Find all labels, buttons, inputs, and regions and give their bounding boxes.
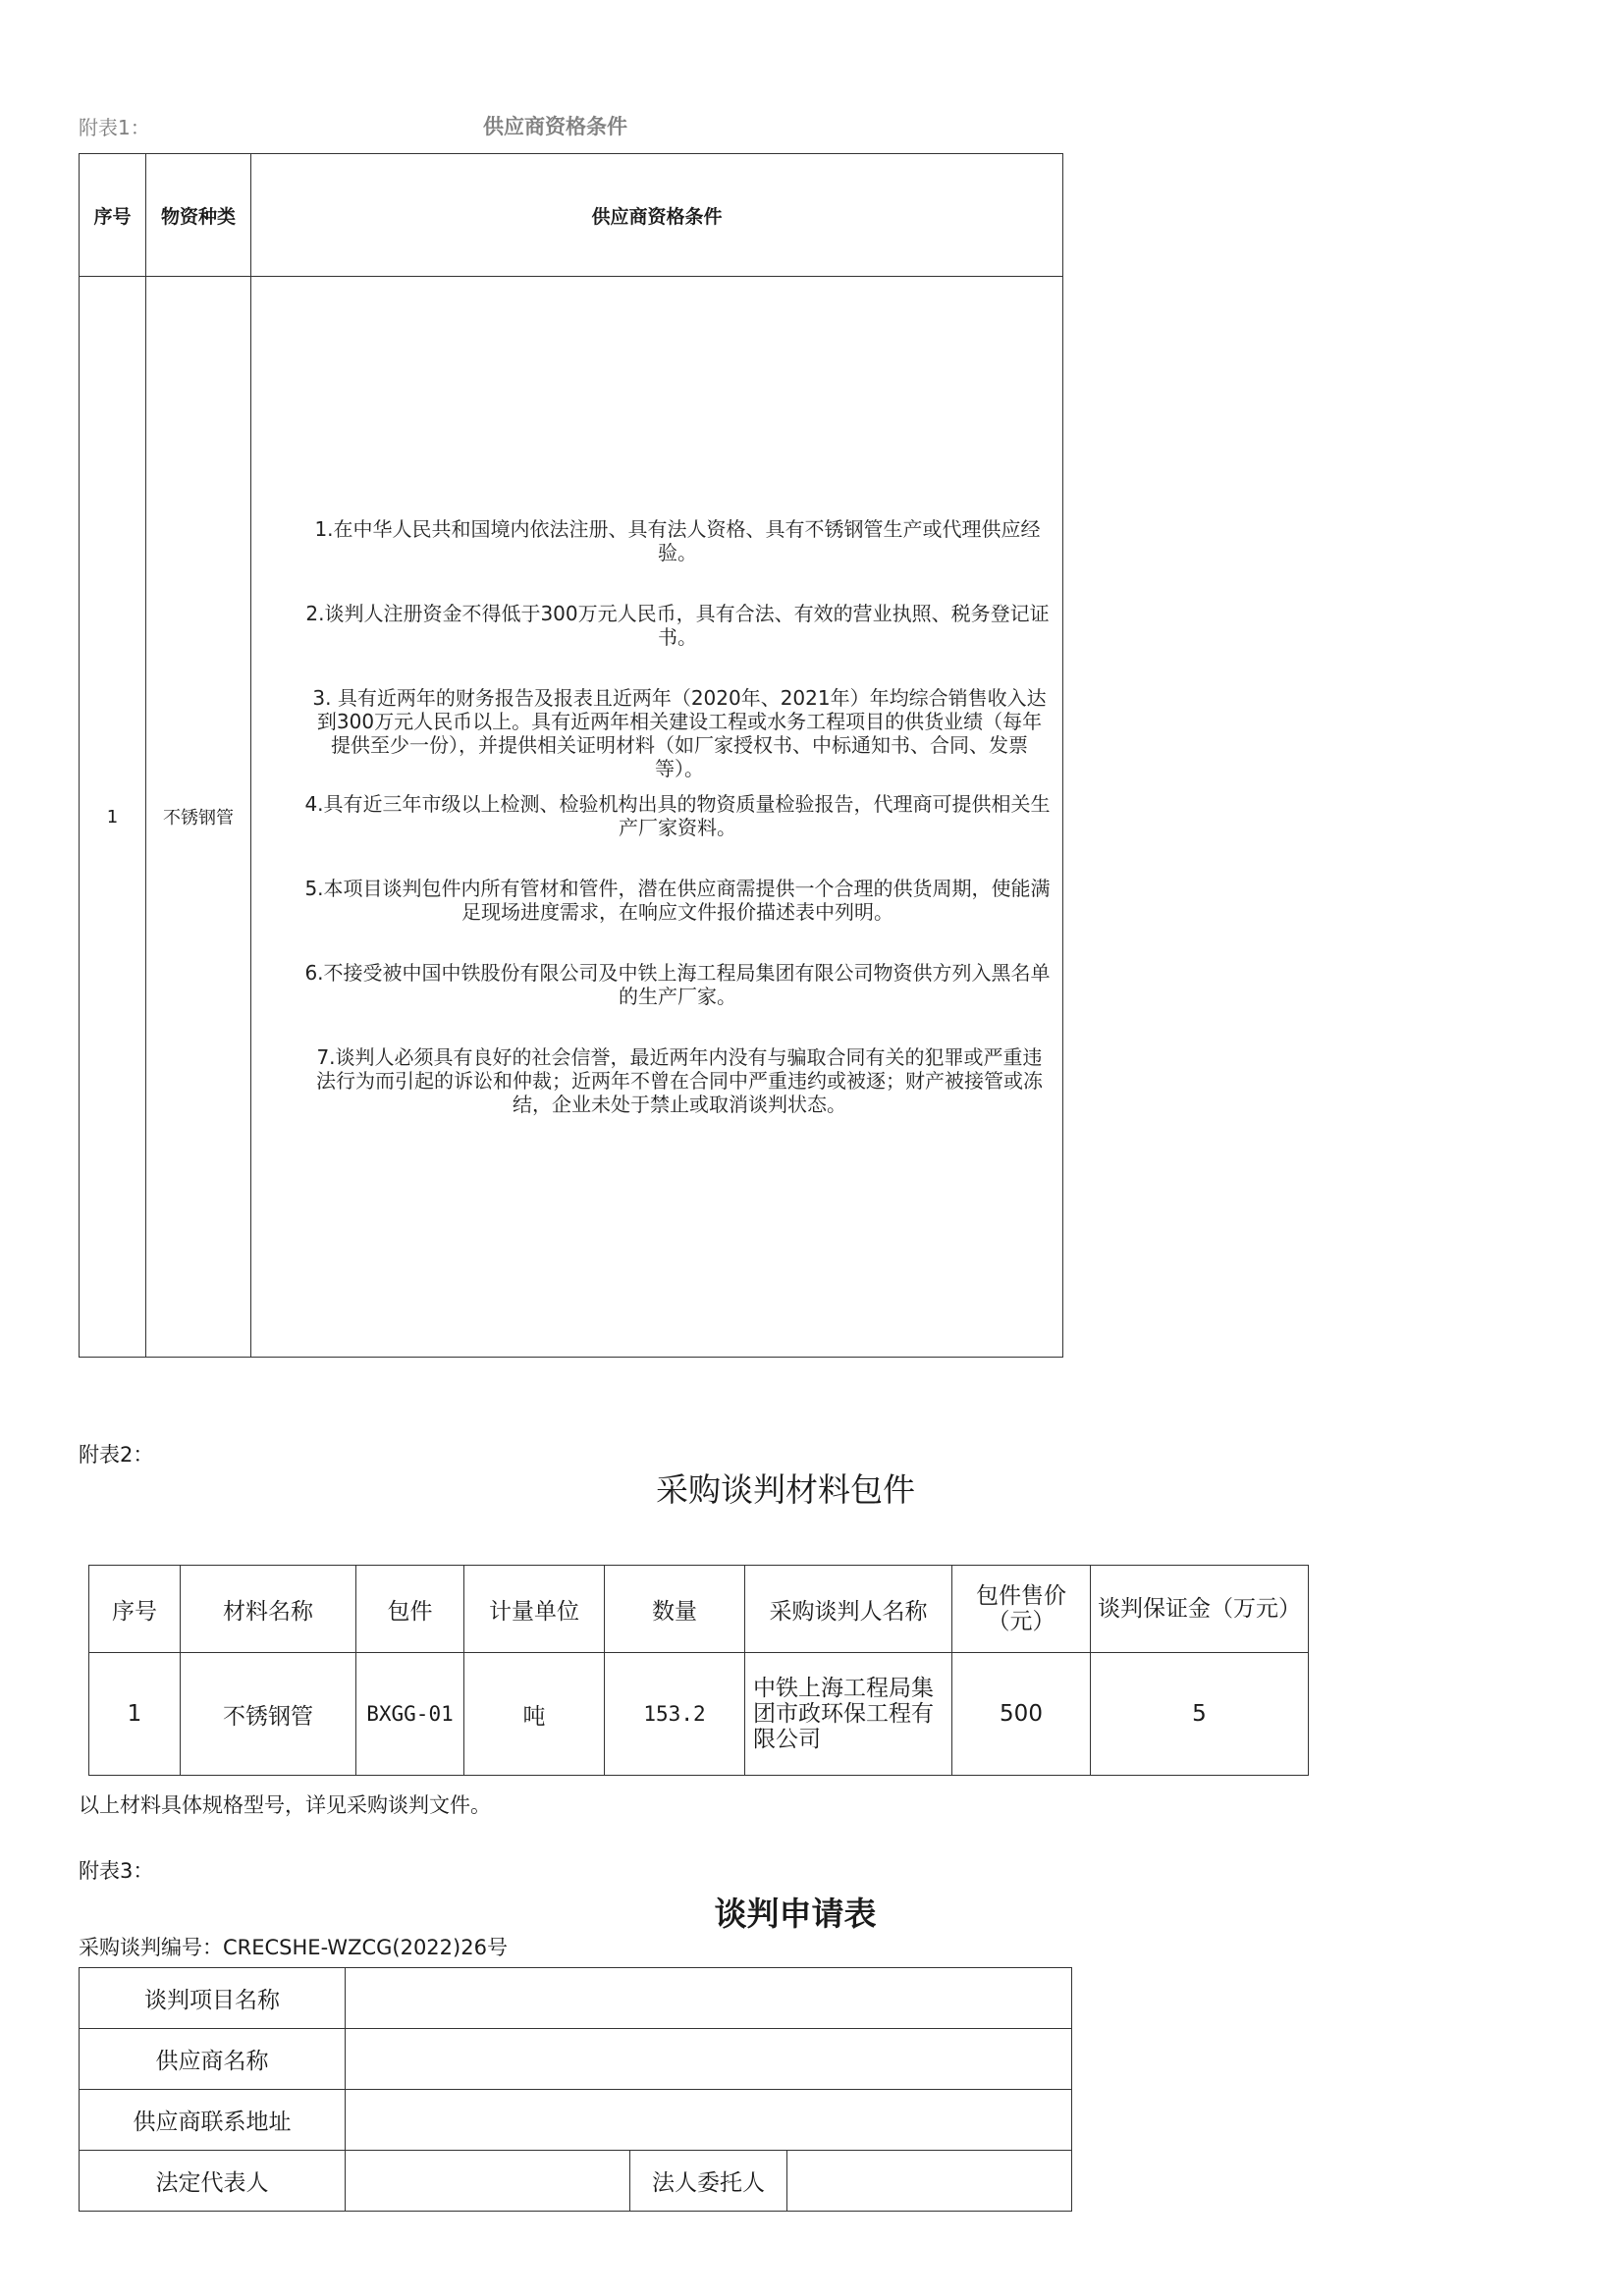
header-qualification: 供应商资格条件 [251,154,1063,277]
header-no: 序号 [80,154,146,277]
header-quantity: 数量 [605,1566,745,1653]
table-row [89,1653,1309,1776]
requirement-5: 5.本项目谈判包件内所有管材和管件，潜在供应商需提供一个合理的供货周期，使能满足现场进度需求，在响应文件报价描述表中列明。 [304,877,1051,924]
cell-deposit: 5 [1091,1653,1309,1776]
value-project-name[interactable] [346,1968,1072,2029]
label-legal-rep: 法定代表人 [80,2151,346,2212]
label-project-name: 谈判项目名称 [80,1968,346,2029]
form-row-project [80,1968,1072,2029]
value-authorized-agent[interactable] [787,2151,1072,2212]
attachment2-title: 采购谈判材料包件 [656,1470,915,1509]
label-supplier-name: 供应商名称 [80,2029,346,2090]
header-unit: 计量单位 [464,1566,605,1653]
value-supplier-name[interactable] [346,2029,1072,2090]
attachment1-title: 供应商资格条件 [483,115,627,138]
requirement-3: 3. 具有近两年的财务报告及报表且近两年（2020年、2021年）年均综合销售收入达到300万元人民币以上。具有近两年相关建设工程或水务工程项目的供货业绩（每年提供至少一份），并提供相关证明材料（如厂家授权书、中标通知书、合同、发票等）。 [312,686,1047,780]
header-category: 物资种类 [146,154,251,277]
material-package-table [88,1565,1309,1776]
requirement-4: 4.具有近三年市级以上检测、检验机构出具的物资质量检验报告，代理商可提供相关生产厂家资料。 [304,792,1051,839]
row-category: 不锈钢管 [146,277,251,1358]
header-package: 包件 [356,1566,464,1653]
header-deposit: 谈判保证金（万元） [1091,1566,1309,1653]
label-supplier-address: 供应商联系地址 [80,2090,346,2151]
table-header-row [80,154,1063,277]
value-legal-rep[interactable] [346,2151,630,2212]
requirement-1: 1.在中华人民共和国境内依法注册、具有法人资格、具有不锈钢管生产或代理供应经验。 [314,517,1041,564]
cell-package: BXGG-01 [356,1653,464,1776]
attachment3-label: 附表3： [79,1859,154,1883]
label-authorized-agent: 法人委托人 [630,2151,787,2212]
row-no: 1 [80,277,146,1358]
form-row-address [80,2090,1072,2151]
header-package-price: 包件售价（元） [952,1566,1091,1653]
cell-material-name: 不锈钢管 [181,1653,356,1776]
attachment1-label: 附表1： [79,116,150,139]
cell-unit: 吨 [464,1653,605,1776]
value-supplier-address[interactable] [346,2090,1072,2151]
requirement-7: 7.谈判人必须具有良好的社会信誉，最近两年内没有与骗取合同有关的犯罪或严重违法行为而引起的诉讼和仲裁；近两年不曾在合同中严重违约或被逐；财产被接管或冻结，企业未处于禁止或取消谈判状态。 [316,1045,1043,1116]
table-header-row [89,1566,1309,1653]
header-purchaser: 采购谈判人名称 [745,1566,952,1653]
cell-quantity: 153.2 [605,1653,745,1776]
form-row-representatives [80,2151,1072,2212]
attachment3-title: 谈判申请表 [714,1895,877,1933]
attachment2-label: 附表2： [79,1443,154,1467]
cell-package-price: 500 [952,1653,1091,1776]
table-row [80,277,1063,1358]
requirements-cell [251,277,1063,1358]
header-no: 序号 [89,1566,181,1653]
header-material-name: 材料名称 [181,1566,356,1653]
attachment2-note: 以上材料具体规格型号，详见采购谈判文件。 [79,1793,491,1817]
procurement-number: 采购谈判编号：CRECSHE-WZCG(2022)26号 [79,1936,508,1959]
cell-no: 1 [89,1653,181,1776]
form-row-supplier [80,2029,1072,2090]
application-form-table [79,1967,1072,2212]
requirement-2: 2.谈判人注册资金不得低于300万元人民币，具有合法、有效的营业执照、税务登记证书。 [305,602,1050,649]
supplier-qualification-table [79,153,1063,1358]
requirement-6: 6.不接受被中国中铁股份有限公司及中铁上海工程局集团有限公司物资供方列入黑名单的生产厂家。 [304,961,1051,1008]
cell-purchaser: 中铁上海工程局集团市政环保工程有限公司 [745,1653,952,1776]
